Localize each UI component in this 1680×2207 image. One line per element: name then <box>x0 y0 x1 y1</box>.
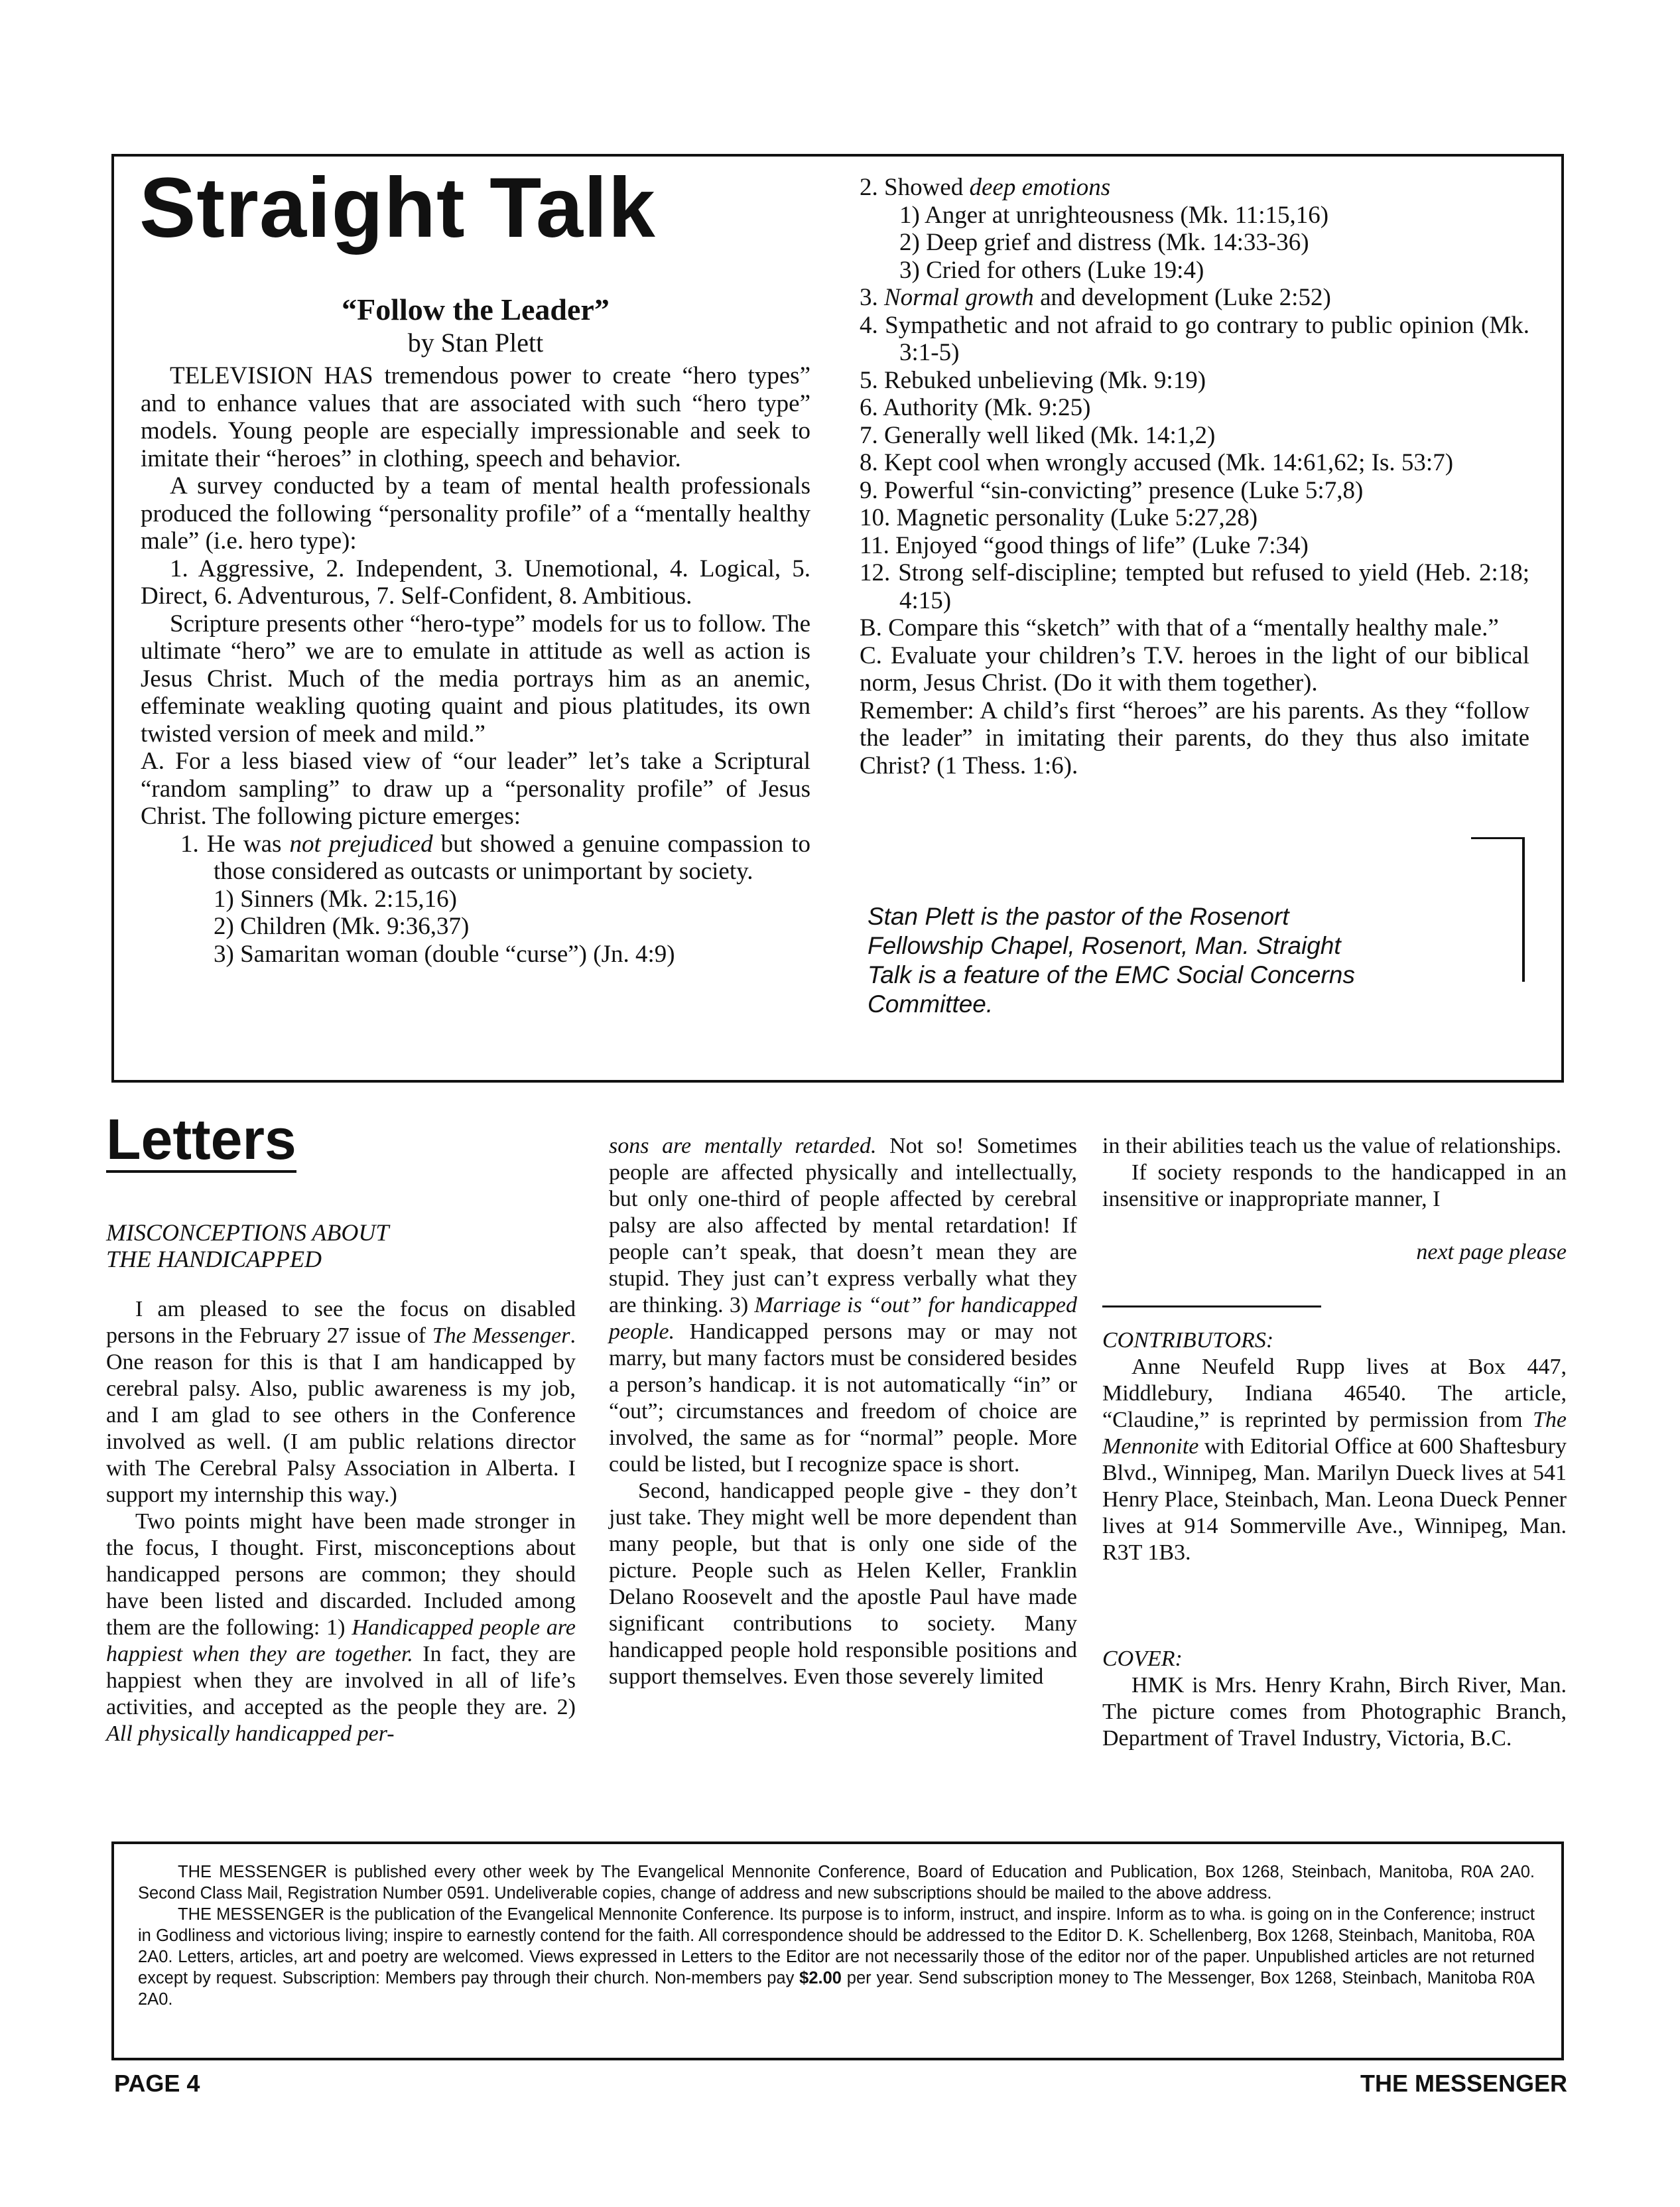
profile-subitem: 1) Sinners (Mk. 2:15,16) <box>214 885 457 913</box>
article-paragraph: 1. Aggressive, 2. Independent, 3. Unemotional, 4. Logical, 5. Direct, 6. Adventurous, 7. Self-Confident, 8. Ambitious. <box>141 555 810 610</box>
letter-subhead: MISCONCEPTIONS ABOUT THE HANDICAPPED <box>106 1219 389 1272</box>
straight-talk-left-column <box>141 292 810 968</box>
article-paragraph: A. For a less biased view of “our leader” let’s take a Scriptural “random sampling” to draw up a “personality profile” of Jesus Christ. The following picture emerges: <box>141 748 810 830</box>
cover-text: HMK is Mrs. Henry Krahn, Birch River, Man. The picture comes from Photographic Branch, Department of Travel Industry, Victoria, B.C. <box>1102 1673 1567 1751</box>
profile-item: 4. Sympathetic and not afraid to go contrary to public opinion (Mk. 3:1-5) <box>860 311 1529 366</box>
publication-purpose: THE MESSENGER is the publication of the Evangelical Mennonite Conference. Its purpose is to inform, instruct, and inspire. Inform as to wha. is going on in the Conference; instruct in Godliness and victorious living; inspire to earnestly contend for the faith. All correspondence should be addressed to the Editor D. K. Schellenberg, Box 1268, Steinbach, Manitoba, R0A 2A0. Letters, articles, art and poetry are welcomed. Views expressed in Letters to the Editor are not necessarily those of the editor nor of the paper. Unpublished articles are not returned except by request. Subscription: Members pay through their church. Non-members pay $2.00 per year. Send subscription money to The Messenger, Box 1268, Steinbach, Manitoba R0A 2A0. <box>138 1905 1535 2009</box>
letter-paragraph: If society responds to the handicapped in an insensitive or inappropriate manner, I <box>1102 1160 1567 1211</box>
letter-emphasis-continued: All physically handicapped per- <box>106 1721 395 1746</box>
publication-info-box <box>111 1841 1564 2060</box>
profile-item: 10. Magnetic personality (Luke 5:27,28) <box>860 504 1258 531</box>
profile-subitem: 3) Cried for others (Luke 19:4) <box>899 256 1204 284</box>
letters-title: Letters <box>106 1108 296 1171</box>
article-headline: “Follow the Leader” <box>342 293 610 326</box>
article-paragraph: Remember: A child’s first “heroes” are his parents. As they “follow the leader” in imitating their parents, do they thus also imitate Christ? (1 Thess. 1:6). <box>860 697 1529 779</box>
profile-item: 6. Authority (Mk. 9:25) <box>860 394 1091 421</box>
letter-paragraph: I am pleased to see the focus on disabled persons in the February 27 issue of The Messenger. One reason for this is that I am handicapped by cerebral palsy. Also, public awareness is my job, and I am glad to see others in the Conference involved as well. (I am public relations director with The Cerebral Palsy Association in Alberta. I support my internship this way.) <box>106 1297 576 1507</box>
article-paragraph: TELEVISION HAS tremendous power to create “hero types” and to enhance values that are associated with such “hero type” models. Young people are especially impressionable and seek to imitate their “heroes” in clothing, speech and behavior. <box>141 362 810 472</box>
profile-item: 7. Generally well liked (Mk. 14:1,2) <box>860 421 1216 449</box>
publication-name: THE MESSENGER <box>1360 2070 1567 2097</box>
letters-column-1 <box>106 1219 576 1747</box>
article-paragraph: A survey conducted by a team of mental health professionals produced the following “personality profile” of a “mentally healthy male” (i.e. hero type): <box>141 472 810 555</box>
cover-label: COVER: <box>1102 1646 1183 1671</box>
straight-talk-title: Straight Talk <box>139 161 656 255</box>
profile-item: 3. Normal growth and development (Luke 2:52) <box>860 284 1331 311</box>
profile-item: 12. Strong self-discipline; tempted but refused to yield (Heb. 2:18; 4:15) <box>860 559 1529 614</box>
letters-column-3 <box>1102 1133 1567 1752</box>
page-number: PAGE 4 <box>114 2070 200 2097</box>
profile-subitem: 1) Anger at unrighteousness (Mk. 11:15,16) <box>899 201 1329 229</box>
divider <box>1102 1305 1321 1307</box>
profile-subitem: 3) Samaritan woman (double “curse”) (Jn. 4:9) <box>214 940 675 968</box>
profile-item: 1. He was not prejudiced but showed a genuine compassion to those considered as outcasts or unimportant by society. <box>180 830 810 885</box>
straight-talk-right-column <box>860 174 1529 779</box>
profile-subitem: 2) Children (Mk. 9:36,37) <box>214 913 470 940</box>
article-paragraph: Scripture presents other “hero-type” models for us to follow. The ultimate “hero” we are to emulate in attitude as well as action is Jesus Christ. Much of the media portrays him as an anemic, effeminate weakling quoting quaint and pious platitudes, its own twisted version of meek and mild.” <box>141 610 810 748</box>
article-paragraph: C. Evaluate your children’s T.V. heroes in the light of our biblical norm, Jesus Christ. (Do it with them together). <box>860 641 1529 697</box>
decorative-rule <box>1522 837 1525 982</box>
profile-subitem: 2) Deep grief and distress (Mk. 14:33-36) <box>899 229 1309 256</box>
profile-item: 11. Enjoyed “good things of life” (Luke 7:34) <box>860 531 1309 559</box>
contributors-label: CONTRIBUTORS: <box>1102 1328 1274 1353</box>
profile-item: 2. Showed deep emotions <box>860 174 1111 201</box>
letters-column-2 <box>609 1133 1077 1690</box>
article-byline: by Stan Plett <box>407 328 544 358</box>
letter-paragraph: in their abilities teach us the value of relationships. <box>1102 1134 1562 1158</box>
contributors-text: Anne Neufeld Rupp lives at Box 447, Middlebury, Indiana 46540. The article, “Claudine,” is reprinted by permission from The Mennonite with Editorial Office at 600 Shaftesbury Blvd., Winnipeg, Man. Marilyn Dueck lives at 541 Henry Place, Steinbach, Man. Leona Dueck Penner lives at 914 Sommerville Ave., Winnipeg, Man. R3T 1B3. <box>1102 1355 1567 1565</box>
letter-paragraph: Second, handicapped people give - they don’t just take. They might well be more dependent than many people, but that is only one side of the picture. People such as Helen Keller, Franklin Delano Roosevelt and the apostle Paul have made significant contributions to society. Many handicapped people hold responsible positions and support themselves. Even those severely limited <box>609 1479 1077 1689</box>
profile-item: 8. Kept cool when wrongly accused (Mk. 14:61,62; Is. 53:7) <box>860 449 1454 476</box>
decorative-rule <box>1471 837 1524 839</box>
publication-info: THE MESSENGER is published every other week by The Evangelical Mennonite Conference, Board of Education and Publication, Box 1268, Steinbach, Manitoba, R0A 2A0. Second Class Mail, Registration Number 0591. Undeliverable copies, change of address and new subscriptions should be mailed to the above address. <box>138 1863 1535 1903</box>
profile-item: 5. Rebuked unbelieving (Mk. 9:19) <box>860 366 1206 394</box>
letter-paragraph: Two points might have been made stronger in the focus, I thought. First, misconceptions about handicapped persons are common; they should have been listed and discarded. Included among them are the following: 1) Handicapped people are happiest when they are together. In fact, they are happiest when they are involved in all of life’s activities, and accepted as the people they are. 2) All physically handicapped per- <box>106 1509 576 1746</box>
profile-item: 9. Powerful “sin-convicting” presence (Luke 5:7,8) <box>860 476 1364 504</box>
article-paragraph: B. Compare this “sketch” with that of a “mentally healthy male.” <box>860 614 1499 641</box>
next-page-note: next page please <box>1416 1240 1567 1264</box>
letter-paragraph: sons are mentally retarded. Not so! Sometimes people are affected physically and intellectually, but only one-third of people affected by cerebral palsy are also affected by mental retardation! If people can’t speak, that doesn’t mean they are stupid. They just can’t express verbally what they are thinking. 3) Marriage is “out” for handicapped people. Handicapped persons may or may not marry, but many factors must be considered besides a person’s handicap. it is not automatically “in” or “out”; circumstances and freedom of choice are involved, the same as for “normal” people. More could be listed, but I recognize space is short. <box>609 1134 1077 1477</box>
author-bio: Stan Plett is the pastor of the Rosenort Fellowship Chapel, Rosenort, Man. Straight Talk is a feature of the EMC Social Concerns Committee. <box>868 903 1355 1018</box>
